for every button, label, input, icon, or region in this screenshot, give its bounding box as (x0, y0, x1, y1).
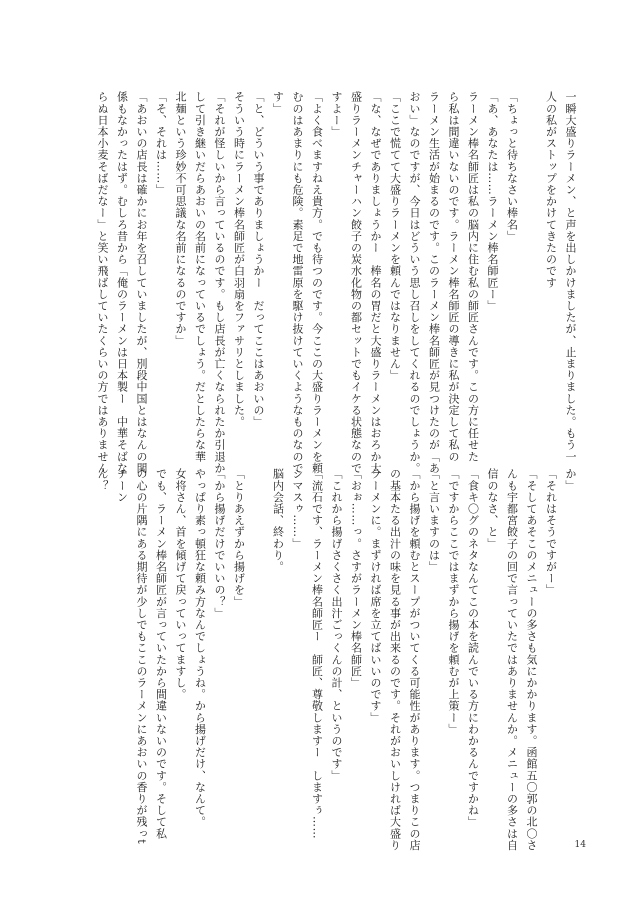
text-line: チーン (115, 468, 129, 503)
text-line: 女将さん、首を傾げて戻っていってますし。 (174, 468, 187, 700)
text-line (522, 91, 542, 441)
text-line: ん？ (96, 468, 109, 492)
text-line: でも、ラーメン棒名師匠が言っていたから間違いないのです。そして私 (154, 468, 168, 840)
page-number: 14 (574, 840, 586, 850)
text-line: 「そしてあそこのメニューの多さも気にかかります。函館五〇郭の北〇さ (525, 468, 538, 851)
text-line: の基本たる出汁の味を見る事が出来るのです。それがおいしければ大盛り (388, 468, 402, 851)
text-line: 「それはそうですがー」 (544, 468, 558, 596)
text-line: むのはあまりにも危険。素足で地雷原を駆け抜けていくようなものなので (291, 91, 304, 474)
text-line: 係もなかったはず。むしろ昔から「俺のラーメンは日本製ー 中華そばな (115, 91, 129, 474)
text-line: 「から揚げを頼むとスープがついてくる可能性があります。つまりこの店 (408, 468, 421, 851)
text-line: ら私は間違いないのです。ラーメン棒名師匠の導きに私が決定して私の (447, 91, 460, 463)
text-line: 信のなさ、と」 (486, 468, 499, 550)
text-line: 「あおいの店長は確かにお年を召していましたが、別段中国とはなんの関 (135, 91, 148, 474)
text-line: 「食キ〇グのネタなんてこの本を読んでいる方にわかるんですかね」 (466, 468, 480, 828)
text-line: やっぱり素っ頓狂な頼み方なんでしょうね。から揚げだけ、なんて。 (193, 468, 207, 828)
text-line: 「おぉ……っ。さすがラーメン棒名師匠」 (349, 468, 363, 689)
text-line: 「とりあえずから揚げを」 (232, 468, 246, 608)
text-line: 「ここで慌てて大盛りラーメンを頼んではなりません」 (388, 91, 402, 381)
text-line: の心の片隅にある期待が少しでもここのラーメンにあおいの香りが残っt (135, 468, 148, 845)
text-line: 「な、なぜでありましょうかー 棒名の胃だと大盛りラーメンはおろか大 (369, 91, 382, 474)
text-line: 「これから揚げさくさく出汁ごっくんの計、というのです」 (330, 468, 343, 782)
text-line: ラーメン棒名師匠は私の脳内に住む私の師匠さんです。この方に任せた (466, 91, 480, 463)
text-line: 「流石です、ラーメン棒名師匠ー 師匠、尊敬しますー しますぅ…… (310, 468, 324, 840)
text-line: 脳内会話、終わり。 (271, 468, 285, 573)
text-line: 「ですからここではまずから揚げを頼むが上策ー」 (447, 468, 460, 735)
text-line: 「から揚げだけでいいの？」 (213, 468, 226, 619)
text-line: 北麺という珍妙不可思議な名前になるのですか」 (174, 91, 187, 347)
text-line: シマスゥ……」 (291, 468, 304, 550)
text-line: 「と言いますのは」 (427, 468, 441, 573)
text-line: 「ちょっと待ちなさい棒名」 (505, 91, 519, 242)
text-line: 一瞬大盛りラーメン、と声を出しかけましたが、止まりました。もう一 (564, 91, 577, 463)
text-line: す」 (271, 91, 285, 115)
text-line: 「よく食べますねえ貴方。でも待つのです。今ここの大盛りラーメンを頼 (310, 91, 324, 474)
text-block-top (93, 91, 581, 474)
text-line: 「と、どういう事でありましょうかー だってここはあおいの」 (252, 91, 265, 428)
text-line: 盛りラーメンチャーハン餃子の炭水化物の都セットでもイケる状態なので (349, 91, 363, 474)
text-line: 人の私がストップをかけてきたのです (544, 91, 558, 289)
text-line: おい」なのですが、今日はどういう思し召しをしてくれるのでしょうか。 (408, 91, 421, 474)
text-line (249, 468, 269, 778)
text-line: して引き継いだらあおいの名前になっているでしょう。だとしたらな華 (193, 91, 207, 463)
text-line: そういう時にラーメン棒名師匠が白羽扇をファサリとしました。 (232, 91, 246, 428)
text-line: ラーメンに。まずければ席を立てばいいのです」 (369, 468, 382, 724)
text-line: らぬ日本小麦そばだなー」と笑い飛ばしていたくらいの方ではありません (96, 91, 109, 474)
text-line: 「それが怪しいから言っているのです。もし店長が亡くなられたか引退か (213, 91, 226, 474)
text-line: か」 (564, 468, 577, 492)
text-line: ラーメン生活が始まるのです。このラーメン棒名師匠が見つけたのが「あ (427, 91, 441, 474)
text-line: すよー」 (330, 91, 343, 138)
text-line: んも宇都宮餃子の回で言っていたではありませんか。メニューの多さは自 (505, 468, 519, 851)
text-line: 「そ、それは……」 (154, 91, 168, 196)
text-line: 「あ、あなたは……ラーメン棒名師匠ー」 (486, 91, 499, 312)
